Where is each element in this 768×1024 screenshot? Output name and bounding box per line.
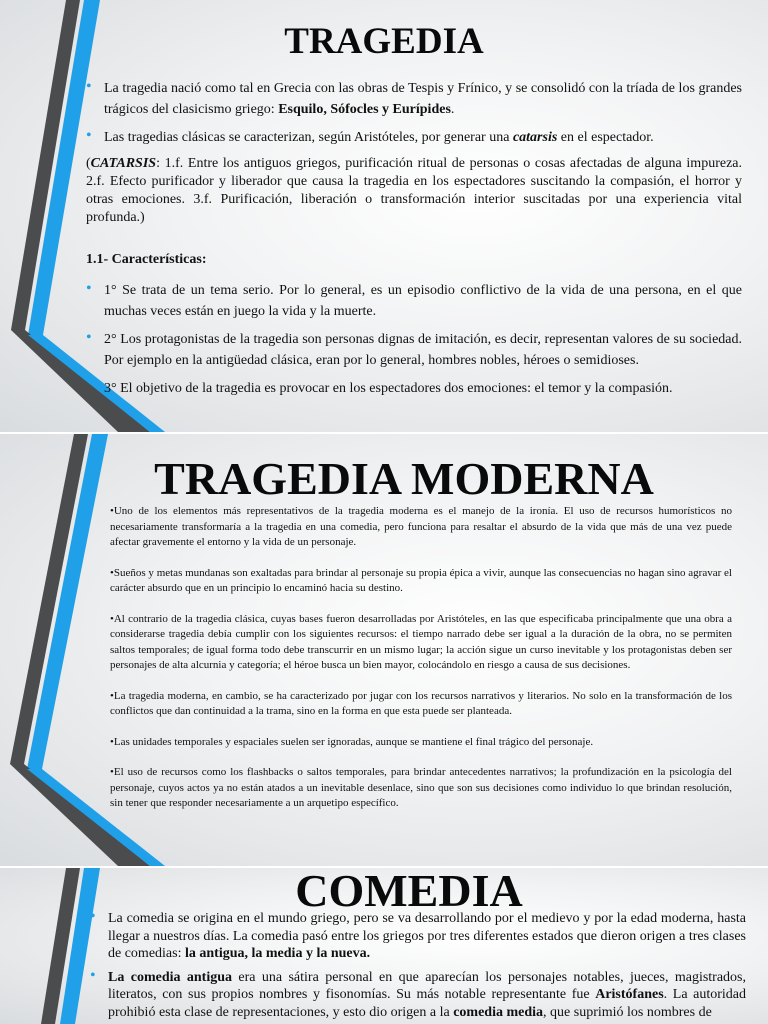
list-item: • 1° Se trata de un tema serio. Por lo general, es un episodio conflictivo de la vida de una persona, en el que muchas veces están en juego la vida y la muerte.	[86, 280, 742, 319]
bullet-icon: •	[86, 280, 92, 297]
list-item: • Las tragedias clásicas se caracterizan, según Aristóteles, por generar una catarsis en el espectador.	[86, 127, 654, 145]
bullet-list	[86, 78, 742, 148]
slide-content	[90, 910, 746, 1024]
slide-content	[86, 78, 742, 406]
list-item: 3° El objetivo de la tragedia es provocar en los espectadores dos emociones: el temor y la compasión.	[104, 381, 673, 396]
bullet-icon: •	[90, 966, 96, 984]
slide-title: TRAGEDIA MODERNA	[154, 453, 654, 504]
list-item: • La tragedia nació como tal en Grecia con las obras de Tespis y Frínico, y se consolidó con la tríada de los grandes trágicos del clasicismo griego: Esquilo, Sófocles y Eurípides.	[86, 78, 742, 117]
list-item: • 2° Los protagonistas de la tragedia son personas dignas de imitación, es decir, representan valores de su sociedad. Por ejemplo en la antigüedad clásica, eran por lo general, hombres nobles, héroes o semidioses.	[86, 329, 742, 368]
slide-title: COMEDIA	[295, 868, 523, 916]
bullet-icon: •	[86, 127, 92, 144]
paragraph: •Uno de los elementos más representativos de la tragedia moderna es el manejo de la ironía. El uso de recursos humorísticos no necesariamente transformaría a la tragedia en una comedia, pero funciona para resaltar el absurdo de la vida que más de una vez puede afectar gravemente el entorno y la vida de un personaje.	[110, 505, 732, 548]
paragraph: •Sueños y metas mundanas son exaltadas para brindar al personaje su propia épica a vivir, aunque las consecuencias no hagan sino agravar el carácter absurdo que en un principio lo encaminó hacia su destino.	[110, 566, 732, 594]
paragraph: •La tragedia moderna, en cambio, se ha caracterizado por jugar con los recursos narrativos y literarios. No solo en la transformación de los conflictos que dan continuidad a la trama, sino en la forma en que esta puede ser planteada.	[110, 689, 732, 717]
list-item: • La comedia antigua era una sátira personal en que aparecían los personajes notables, jueces, magistrados, literatos, con sus propios nombres y fisonomías. Su más notable representante fue Aristófanes. La autoridad prohibió esta clase de representaciones, y esto dio origen a la comedia media, que suprimió los nombres de	[90, 966, 747, 1020]
slide-tragedia-moderna	[0, 434, 768, 866]
paragraph: •Al contrario de la tragedia clásica, cuyas bases fueron desarrolladas por Aristóteles, en las que especificaba principalmente que una obra a considerarse tragedia debía cumplir con los siguientes recursos: el tiempo narrado debe ser igual a la duración de la obra, no se permiten saltos temporales; de igual forma todo debe transcurrir en un mismo lugar; la acción sigue un curso inevitable y los protagonistas deben ser personajes de alta alcurnia y categoría; el héroe busca un bien mayor, colocándolo en riesgo a causa de sus decisiones.	[110, 612, 732, 671]
list-item: • La comedia se origina en el mundo griego, pero se va desarrollando por el medievo y por la edad moderna, hasta llegar a nuestros días. La comedia pasó entre los griegos por tres diferentes estados que dieron origen a tres clases de comedias: la antigua, la media y la nueva.	[90, 908, 746, 961]
slide-comedia	[0, 868, 768, 1024]
characteristics-list	[86, 280, 742, 399]
bullet-list	[90, 910, 746, 1021]
slide-content	[110, 504, 732, 827]
slide-title: TRAGEDIA	[284, 21, 484, 62]
bullet-icon: •	[86, 329, 92, 346]
paragraph: •Las unidades temporales y espaciales suelen ser ignoradas, aunque se mantiene el final trágico del personaje.	[110, 735, 594, 748]
section-subheading: 1.1- Características:	[86, 252, 207, 267]
catarsis-definition: (CATARSIS: 1.f. Entre los antiguos griegos, purificación ritual de personas o cosas afectadas de alguna impureza. 2.f. Efecto purificador y liberador que causa la tragedia en los espectadores suscitando la compasión, el horror y otras emociones. 3.f. Purificación, liberación o transformación interior suscitadas por una experiencia vital profunda.)	[86, 156, 742, 225]
paragraph: •El uso de recursos como los flashbacks o saltos temporales, para brindar antecedentes narrativos; la profundización en la psicología del personaje, cuyos actos ya no están atados a un inevitable desenlace, sino que son sus decisiones como individuo lo que brindan resolución, sin tener que responder necesariamente a un arquetipo específico.	[110, 766, 732, 809]
bullet-icon: •	[90, 908, 96, 925]
bullet-icon: •	[86, 78, 92, 95]
slide-tragedia	[0, 0, 768, 432]
